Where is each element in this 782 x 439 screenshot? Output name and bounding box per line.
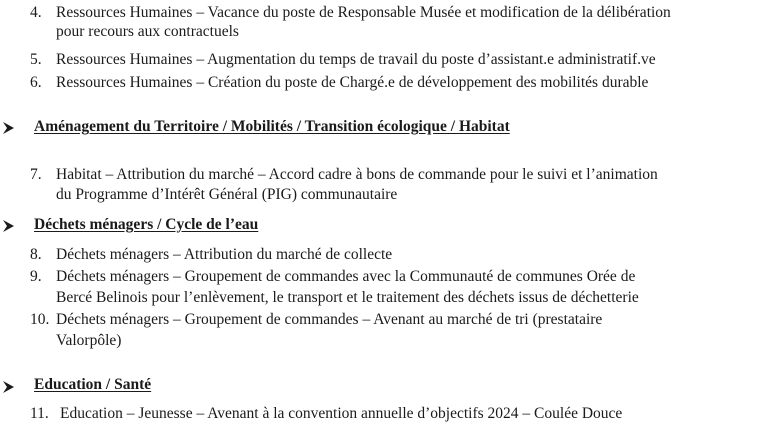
item-text-line1: Déchets ménagers – Groupement de commandes avec la Communauté de communes Orée de <box>56 268 636 285</box>
item-number: 7. <box>30 166 42 183</box>
item-number: 8. <box>30 246 42 263</box>
item-text-line2: du Programme d’Intérêt Général (PIG) communautaire <box>56 186 398 203</box>
item-number: 6. <box>30 74 42 91</box>
arrow-bullet-icon <box>2 121 16 135</box>
item-number: 4. <box>30 4 42 21</box>
section-heading: Education / Santé <box>34 376 152 393</box>
item-number: 9. <box>30 268 42 285</box>
arrow-bullet-icon <box>2 380 16 394</box>
section-heading: Aménagement du Territoire / Mobilités / Transition écologique / Habitat <box>34 118 510 135</box>
item-text-line1: Déchets ménagers – Groupement de commandes – Avenant au marché de tri (prestataire <box>56 311 603 328</box>
item-text-line2: Bercé Belinois pour l’enlèvement, le transport et le traitement des déchets issus de déchetterie <box>56 289 639 306</box>
item-text-line1: Education – Jeunesse – Avenant à la convention annuelle d’objectifs 2024 – Coulée Douce <box>60 405 623 422</box>
item-text-line2: Valorpôle) <box>56 332 122 349</box>
section-heading: Déchets ménagers / Cycle de l’eau <box>34 216 259 233</box>
arrow-bullet-icon <box>2 219 16 233</box>
item-text-line1: Ressources Humaines – Augmentation du temps de travail du poste d’assistant.e administratif.ve <box>56 51 656 68</box>
item-number: 10. <box>30 311 50 328</box>
item-text-line1: Habitat – Attribution du marché – Accord cadre à bons de commande pour le suivi et l’animation <box>56 166 658 183</box>
item-text-line1: Ressources Humaines – Vacance du poste de Responsable Musée et modification de la délibération <box>56 4 671 21</box>
item-text-line1: Ressources Humaines – Création du poste de Chargé.e de développement des mobilités durable <box>56 74 649 91</box>
item-number: 5. <box>30 51 42 68</box>
item-number: 11. <box>30 405 49 422</box>
item-text-line2: pour recours aux contractuels <box>56 23 239 40</box>
item-text-line1: Déchets ménagers – Attribution du marché de collecte <box>56 246 393 263</box>
